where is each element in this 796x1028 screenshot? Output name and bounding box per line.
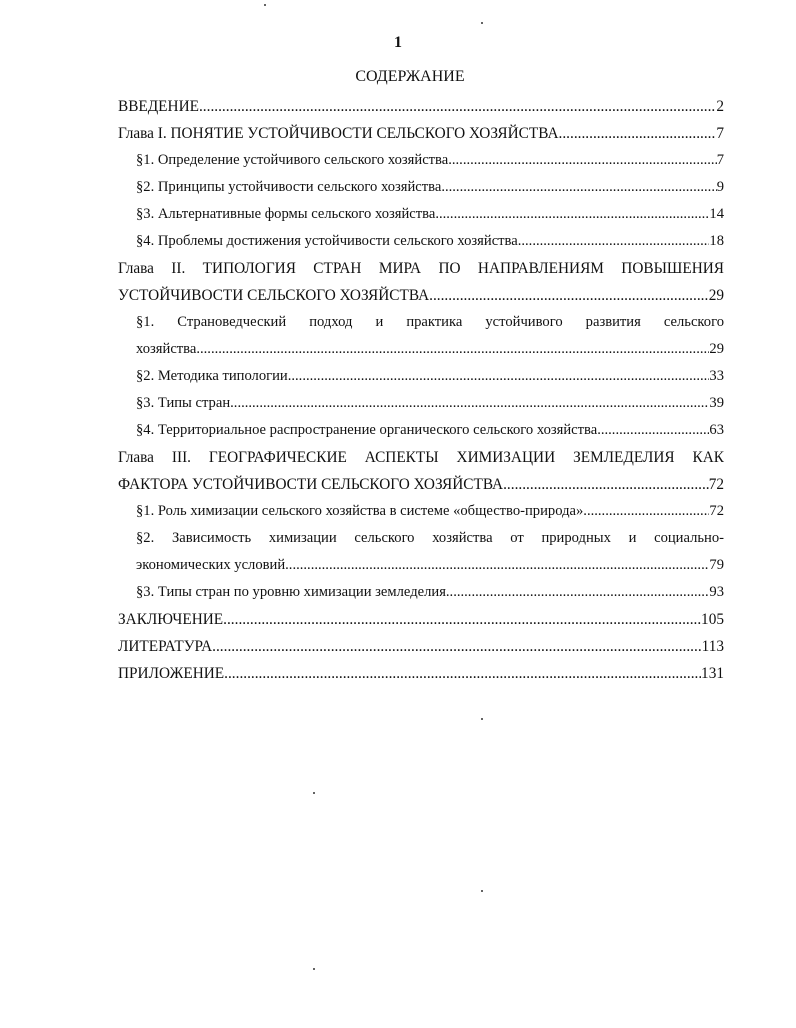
toc-entry-page: 79 xyxy=(709,557,724,573)
scan-speck xyxy=(481,22,483,24)
toc-entry-introduction xyxy=(118,93,724,120)
toc-entry-page: 63 xyxy=(709,422,724,438)
toc-entry-chapter-2-line1: Глава II. ТИПОЛОГИЯ СТРАН МИРА ПО НАПРАВЛЕНИЯМ ПОВЫШЕНИЯ xyxy=(118,260,724,277)
toc-entry-chapter-3 xyxy=(118,471,724,498)
toc-entry-label: ПРИЛОЖЕНИЕ xyxy=(118,665,225,682)
toc-entry-ch3-sec1 xyxy=(118,498,724,525)
toc-entry-appendix xyxy=(118,660,724,687)
toc-entry-label: §1. Определение устойчивого сельского хозяйства xyxy=(136,152,449,168)
toc-entry-label: ЛИТЕРАТУРА xyxy=(118,638,213,655)
toc-entry-label: §2. Принципы устойчивости сельского хозяйства xyxy=(136,179,442,195)
toc-entry-label: хозяйства xyxy=(136,341,197,357)
toc-entry-ch3-sec2-line1: §2. Зависимость химизации сельского хозяйства от природных и социально- xyxy=(136,530,724,546)
dot-leader xyxy=(285,552,709,579)
toc-entry-page: 7 xyxy=(716,152,724,168)
toc-entry-page: 7 xyxy=(716,125,724,142)
toc-entry-page: 131 xyxy=(701,665,724,682)
dot-leader xyxy=(441,174,716,201)
toc-entry-page: 72 xyxy=(709,503,724,519)
toc-entry-ch3-sec2 xyxy=(118,552,724,579)
toc-entry-page: 33 xyxy=(709,368,724,384)
dot-leader xyxy=(518,228,710,255)
toc-entry-label: §3. Типы стран xyxy=(136,395,231,411)
dot-leader xyxy=(448,147,716,174)
toc-entry-ch1-sec1 xyxy=(118,147,724,174)
toc-entry-page: 29 xyxy=(709,341,724,357)
toc-title: СОДЕРЖАНИЕ xyxy=(355,68,465,85)
toc-entry-label: экономических условий xyxy=(136,557,286,573)
toc-entry-label: Глава I. ПОНЯТИЕ УСТОЙЧИВОСТИ СЕЛЬСКОГО ХОЗЯЙСТВА xyxy=(118,125,559,142)
scan-speck xyxy=(313,792,315,794)
toc-entry-label: §1. Роль химизации сельского хозяйства в системе «общество-природа» xyxy=(136,503,584,519)
toc-entry-label: УСТОЙЧИВОСТИ СЕЛЬСКОГО ХОЗЯЙСТВА xyxy=(118,287,430,304)
toc-entry-conclusion xyxy=(118,606,724,633)
toc-entry-ch2-sec4 xyxy=(118,417,724,444)
dot-leader xyxy=(597,417,709,444)
toc-entry-chapter-2 xyxy=(118,282,724,309)
dot-leader xyxy=(224,660,701,687)
toc-entry-page: 2 xyxy=(716,98,724,115)
scan-speck xyxy=(264,4,266,6)
dot-leader xyxy=(583,498,709,525)
toc-entry-page: 113 xyxy=(701,638,724,655)
toc-entry-ch1-sec2 xyxy=(118,174,724,201)
toc-entry-page: 72 xyxy=(708,476,724,493)
toc-entry-label: ЗАКЛЮЧЕНИЕ xyxy=(118,611,224,628)
dot-leader xyxy=(288,363,710,390)
toc-entry-page: 105 xyxy=(701,611,724,628)
toc-entry-label: §3. Альтернативные формы сельского хозяйства xyxy=(136,206,436,222)
scan-speck xyxy=(313,968,315,970)
toc-entry-label: ФАКТОРА УСТОЙЧИВОСТИ СЕЛЬСКОГО ХОЗЯЙСТВА xyxy=(118,476,504,493)
toc-entry-label: §4. Территориальное распространение органического сельского хозяйства xyxy=(136,422,598,438)
toc-entry-page: 14 xyxy=(709,206,724,222)
dot-leader xyxy=(446,579,710,606)
toc-entry-literature xyxy=(118,633,724,660)
toc-entry-page: 29 xyxy=(708,287,724,304)
toc-entry-ch1-sec3 xyxy=(118,201,724,228)
dot-leader xyxy=(212,633,701,660)
toc-entry-ch2-sec1-line1: §1. Страноведческий подход и практика устойчивого развития сельского xyxy=(136,314,724,330)
dot-leader xyxy=(435,201,709,228)
toc-entry-page: 93 xyxy=(709,584,724,600)
dot-leader xyxy=(230,390,709,417)
dot-leader xyxy=(196,336,709,363)
dot-leader xyxy=(223,606,701,633)
toc-entry-page: 39 xyxy=(709,395,724,411)
toc-entry-ch2-sec2 xyxy=(118,363,724,390)
toc-entry-page: 18 xyxy=(709,233,724,249)
toc-entry-chapter-1 xyxy=(118,120,724,147)
toc-entry-ch3-sec3 xyxy=(118,579,724,606)
toc-entry-label: §3. Типы стран по уровню химизации земледелия xyxy=(136,584,446,600)
toc-entry-label: §2. Методика типологии xyxy=(136,368,288,384)
page-number: 1 xyxy=(394,34,402,51)
dot-leader xyxy=(503,471,709,498)
table-of-contents xyxy=(118,93,724,687)
toc-entry-page: 9 xyxy=(716,179,724,195)
toc-entry-ch2-sec1 xyxy=(118,336,724,363)
toc-entry-label: §4. Проблемы достижения устойчивости сельского хозяйства xyxy=(136,233,518,249)
dot-leader xyxy=(429,282,709,309)
dot-leader xyxy=(559,120,717,147)
dot-leader xyxy=(199,93,716,120)
scan-speck xyxy=(481,718,483,720)
toc-entry-chapter-3-line1: Глава III. ГЕОГРАФИЧЕСКИЕ АСПЕКТЫ ХИМИЗАЦИИ ЗЕМЛЕДЕЛИЯ КАК xyxy=(118,449,724,466)
scan-speck xyxy=(481,890,483,892)
toc-entry-label: ВВЕДЕНИЕ xyxy=(118,98,199,115)
toc-entry-ch1-sec4 xyxy=(118,228,724,255)
toc-entry-ch2-sec3 xyxy=(118,390,724,417)
